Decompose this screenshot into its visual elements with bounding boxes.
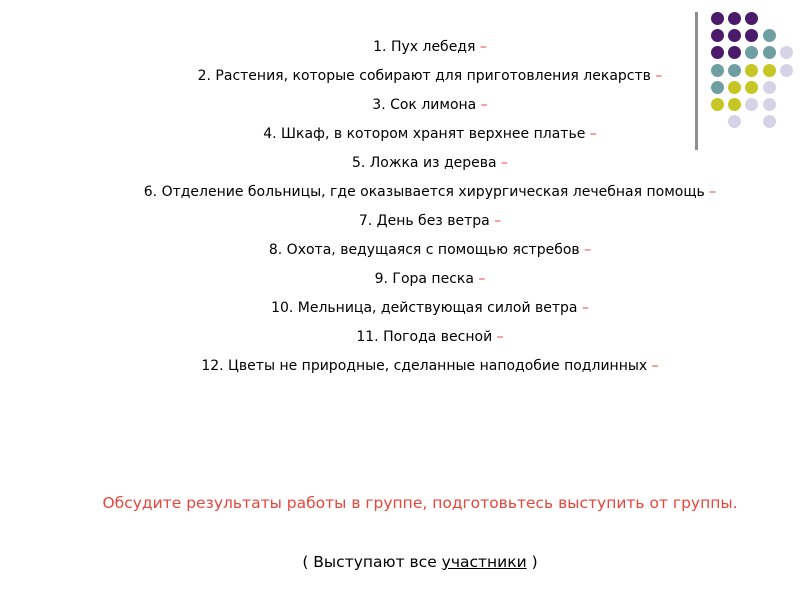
participation-note [100,553,740,571]
note-open: ( Выступают все [302,553,442,571]
answer-dash: – [709,184,717,200]
exercise-item [110,329,750,346]
exercise-item-text: 7. День без ветра [358,213,490,229]
answer-dash: – [589,126,597,142]
exercise-item [110,242,750,259]
exercise-item [110,39,750,56]
exercise-item-text: 11. Погода весной [356,329,493,345]
answer-dash: – [651,358,659,374]
exercise-item [110,126,750,143]
answer-dash: – [480,97,488,113]
answer-dash: – [496,329,504,345]
exercise-item [110,97,750,114]
answer-dash: – [479,39,487,55]
exercise-item [110,300,750,317]
exercise-item-text: 4. Шкаф, в котором хранят верхнее платье [263,126,586,142]
decorative-dot [780,46,793,59]
exercise-item-text: 6. Отделение больницы, где оказывается хирургическая лечебная помощь [143,184,705,200]
exercise-item-text: 10. Мельница, действующая силой ветра [271,300,578,316]
decorative-dot [763,29,776,42]
answer-dash: – [501,155,509,171]
decorative-dot [763,64,776,77]
exercise-item [110,271,750,288]
exercise-item [110,184,750,201]
decorative-dot [780,64,793,77]
decorative-dot [763,46,776,59]
decorative-dot [728,12,741,25]
answer-dash: – [655,68,663,84]
exercise-item [110,155,750,172]
answer-dash: – [581,300,589,316]
exercise-item [110,68,750,85]
decorative-dot [745,12,758,25]
exercise-item-text: 3. Сок лимона [372,97,477,113]
exercise-item-text: 8. Охота, ведущаяся с помощью ястребов [268,242,580,258]
decorative-dot [763,81,776,94]
answer-dash: – [584,242,592,258]
exercise-item-text: 2. Растения, которые собирают для приготовления лекарств [197,68,651,84]
answer-dash: – [478,271,486,287]
exercise-item [110,213,750,230]
exercise-item-text: 9. Гора песка [374,271,474,287]
note-close: ) [526,553,538,571]
exercise-item-text: 5. Ложка из дерева [351,155,497,171]
word-exercise-list [110,39,750,375]
exercise-item-text: 12. Цветы не природные, сделанные наподобие подлинных [201,358,648,374]
answer-dash: – [494,213,502,229]
decorative-dot [711,12,724,25]
exercise-item-text: 1. Пух лебедя [373,39,476,55]
note-participants: участники [441,553,527,571]
exercise-item [110,358,750,375]
group-discussion-instruction: Обсудите результаты работы в группе, подготовьтесь выступить от группы. [102,494,738,512]
decorative-dot [763,98,776,111]
decorative-dot [763,115,776,128]
